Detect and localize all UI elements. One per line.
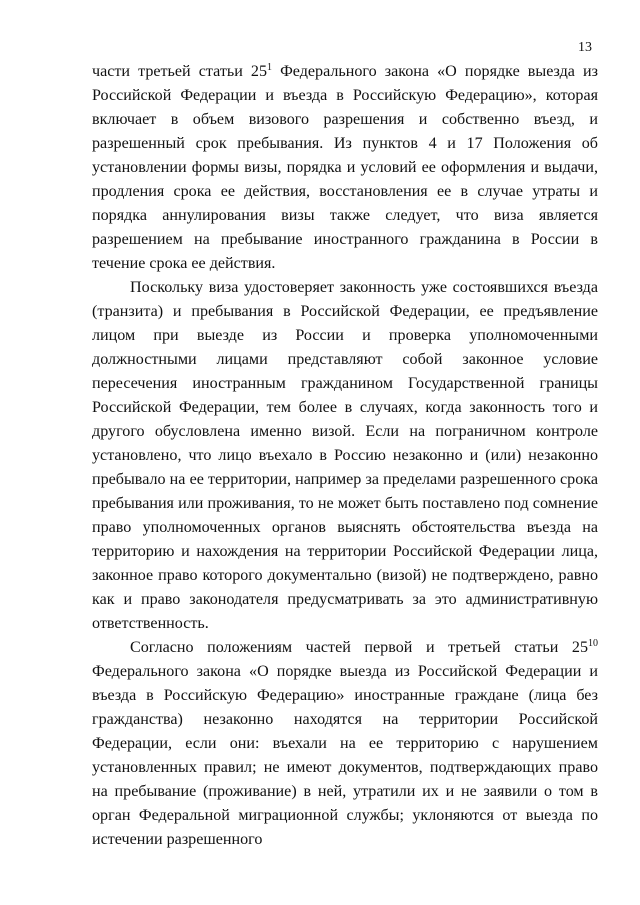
- page-number: 13: [578, 40, 592, 55]
- paragraph-1-text-a: части третьей статьи 25: [92, 63, 267, 80]
- paragraph-2-text: Поскольку виза удостоверяет законность уже состоявшихся въезда (транзита) и пребывания в Российской Федерации, ее предъявление лицом при выезде из России и проверка уполномоченными должностными лицами представляют собой законное условие пересечения иностранным гражданином Государственной границы Российской Федерации, тем более в случаях, когда законность того и другого обусловлена именно визой. Если на пограничном контроле установлено, что лицо въехало в Россию незаконно и (или) незаконно пребывало на ее территории, например за пределами разрешенного срока пребывания или проживания, то не может быть поставлено под сомнение право уполномоченных органов выяснять обстоятельства въезда на территорию и нахождения на территории Российской Федерации лица, законное право которого документально (визой) не подтверждено, равно как и право законодателя предусматривать за это административную ответственность.: [92, 279, 598, 632]
- paragraph-2: [92, 276, 598, 636]
- paragraph-3-text-b: Федерального закона «О порядке выезда из Российской Федерации и въезда в Российскую Федерацию» иностранные граждане (лица без гражданства) незаконно находятся на территории Российской Федерации, если они: въехали на ее территорию с нарушением установленных правил; не имеют документов, подтверждающих право на пребывание (проживание) в ней, утратили их и не заявили о том в орган Федеральной миграционной службы; уклоняются от выезда по истечении разрешенного: [92, 663, 598, 848]
- footnote-marker-1: 1: [267, 62, 272, 73]
- paragraph-3: [92, 636, 598, 852]
- document-body: [92, 60, 598, 852]
- footnote-marker-10: 10: [588, 638, 598, 649]
- paragraph-1: [92, 60, 598, 276]
- paragraph-3-text-a: Согласно положениям частей первой и третьей статьи 25: [130, 639, 588, 656]
- paragraph-1-text-b: Федерального закона «О порядке выезда из Российской Федерации и въезда в Российскую Федерацию», которая включает в объем визового разрешения и собственно въезд, и разрешенный срок пребывания. Из пунктов 4 и 17 Положения об установлении формы визы, порядка и условий ее оформления и выдачи, продления срока ее действия, восстановления ее в случае утраты и порядка аннулирования визы также следует, что виза является разрешением на пребывание иностранного гражданина в России в течение срока ее действия.: [92, 63, 599, 272]
